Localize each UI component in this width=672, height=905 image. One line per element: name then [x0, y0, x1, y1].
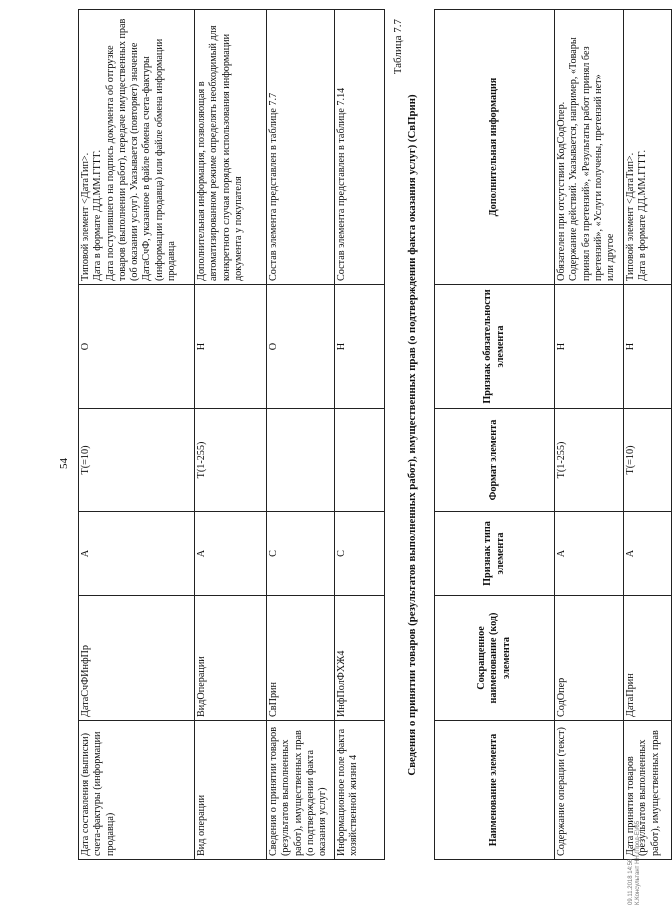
table-caption: Сведения о принятии товаров (результатов выполненных работ), имущественных прав (о подтверждении факта оказания услуг) (СвПрин): [406, 94, 418, 776]
element-format-cell: [267, 409, 335, 512]
table-row: [624, 10, 672, 860]
element-format-cell: Т(=10): [79, 409, 195, 512]
table-row: [195, 10, 267, 860]
element-required-cell: О: [267, 285, 335, 409]
element-name-cell: Дата принятия товаров (результатов выполненных работ), имущественных прав: [624, 721, 672, 860]
column-header-required: Признак обязательности элемента: [435, 285, 555, 409]
element-format-cell: Т(1-255): [555, 409, 624, 512]
table-header-row: [435, 10, 555, 860]
element-required-cell: Н: [624, 285, 672, 409]
element-type-cell: А: [79, 512, 195, 596]
column-header-format: Формат элемента: [435, 409, 555, 512]
element-type-cell: С: [267, 512, 335, 596]
column-header-code: Сокращенное наименование (код) элемента: [435, 596, 555, 721]
element-type-cell: А: [195, 512, 267, 596]
element-info-cell: Состав элемента представлен в таблице 7.14: [335, 10, 385, 285]
element-code-cell: СодОпер: [555, 596, 624, 721]
element-type-cell: А: [624, 512, 672, 596]
table-row: [267, 10, 335, 860]
element-name-cell: Содержание операции (текст): [555, 721, 624, 860]
table-row: [79, 10, 195, 860]
print-footer: [628, 785, 642, 905]
footer-timestamp: 09.11.2018 14:56: [628, 858, 634, 905]
element-info-cell: Типовой элемент <ДатаТип>. Дата в формате ДД.ММ.ГГГГ. Дата поступившего на подпись документа об отгрузке товаров (выполнении работ), передаче имущественных прав (об оказании услуг). Указывается (повторяет) значение ДатаСчФ, указанное в файле обмена счета-фактуры (информации продавца) или файле обмена информации продавца: [79, 10, 195, 285]
element-required-cell: Н: [195, 285, 267, 409]
element-required-cell: Н: [555, 285, 624, 409]
column-header-type: Признак типа элемента: [435, 512, 555, 596]
footer-source: К.Консультант НН (Прод-Е)/65: [635, 820, 641, 905]
element-name-cell: Вид операции: [195, 721, 267, 860]
element-format-cell: Т(=10): [624, 409, 672, 512]
elements-table-continued: [78, 9, 385, 860]
element-code-cell: СвПрин: [267, 596, 335, 721]
table-row: [555, 10, 624, 860]
element-name-cell: Сведения о принятии товаров (результатов выполненных работ), имущественных прав (о подтверждении факта оказания услуг): [267, 721, 335, 860]
element-code-cell: ИнфПолФХЖ4: [335, 596, 385, 721]
element-required-cell: О: [79, 285, 195, 409]
element-name-cell: Дата составления (выписки) счета-фактуры (информации продавца): [79, 721, 195, 860]
element-info-cell: Обязателен при отсутствии КодСодОпер. Содержание действий. Указывается, например, «Товары принял без претензий», «Результаты работ принял без претензий», «Услуги получены, претензий нет» или другое: [555, 10, 624, 285]
element-type-cell: С: [335, 512, 385, 596]
element-code-cell: ВидОперации: [195, 596, 267, 721]
column-header-info: Дополнительная информация: [435, 10, 555, 285]
column-header-name: Наименование элемента: [435, 721, 555, 860]
element-format-cell: [335, 409, 385, 512]
element-name-cell: Информационное поле факта хозяйственной жизни 4: [335, 721, 385, 860]
element-code-cell: ДатаСчФИнфПр: [79, 596, 195, 721]
element-info-cell: Состав элемента представлен в таблице 7.7: [267, 10, 335, 285]
table-row: [335, 10, 385, 860]
element-format-cell: Т(1-255): [195, 409, 267, 512]
svprin-table: [434, 9, 672, 860]
element-required-cell: Н: [335, 285, 385, 409]
page-number: 54: [58, 458, 70, 469]
element-type-cell: А: [555, 512, 624, 596]
element-info-cell: Типовой элемент <ДатаТип>. Дата в формате ДД.ММ.ГГГГ.: [624, 10, 672, 285]
element-info-cell: Дополнительная информация, позволяющая в автоматизированном режиме определять необходимый для конкретного случая порядок использования информации документа у покупателя: [195, 10, 267, 285]
element-code-cell: ДатаПрин: [624, 596, 672, 721]
table-number: Таблица 7.7: [392, 19, 404, 75]
